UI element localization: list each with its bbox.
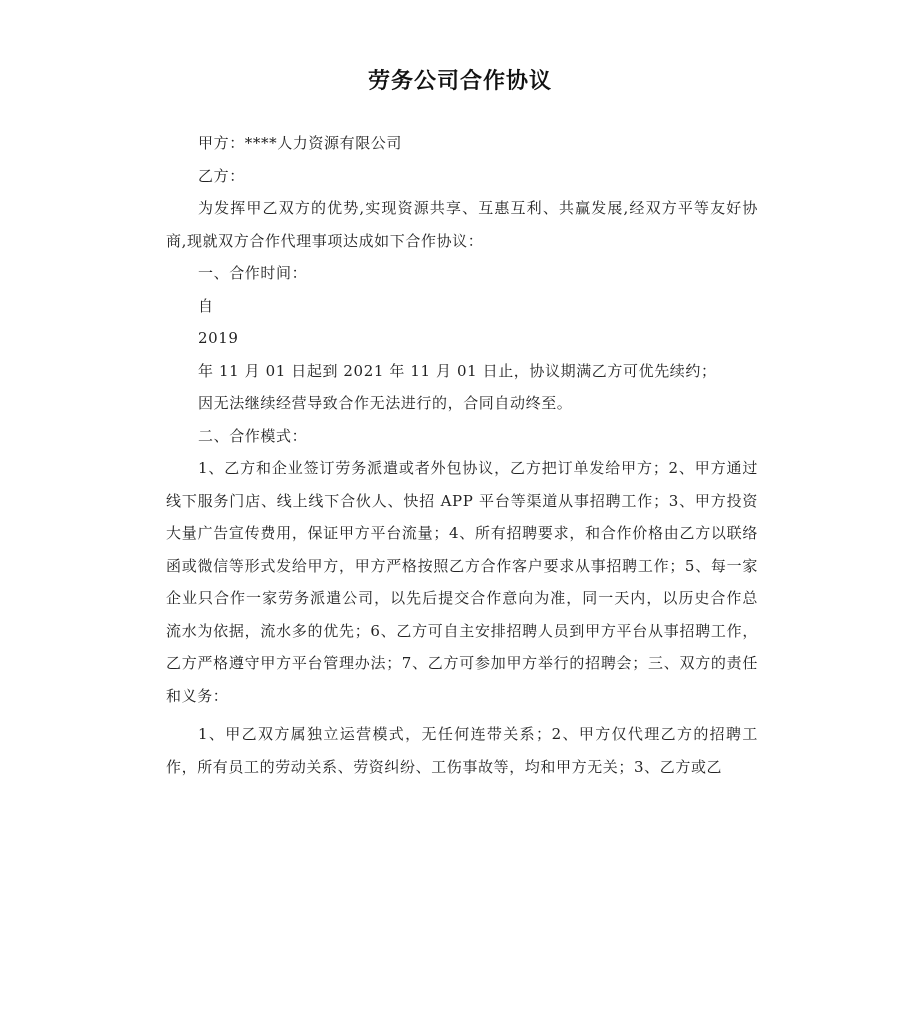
cooperation-mode-paragraph: 1、乙方和企业签订劳务派遣或者外包协议，乙方把订单发给甲方；2、甲方通过线下服务门店、线上线下合伙人、快招 APP 平台等渠道从事招聘工作；3、甲方投资大量广告宣传费用，保证甲方平台流量；4、所有招聘要求，和合作价格由乙方以联络函或微信等形式发给甲方，甲方严格按照乙方合作客户要求从事招聘工作；5、每一家企业只合作一家劳务派遣公司，以先后提交合作意向为准，同一天内，以历史合作总流水为依据，流水多的优先；6、乙方可自主安排招聘人员到甲方平台从事招聘工作，乙方严格遵守甲方平台管理办法；7、乙方可参加甲方举行的招聘会；三、双方的责任和义务： bbox=[166, 459, 758, 705]
responsibilities-paragraph: 1、甲乙双方属独立运营模式，无任何连带关系；2、甲方仅代理乙方的招聘工作，所有员工的劳动关系、劳资纠纷、工伤事故等，均和甲方无关；3、乙方或乙 bbox=[166, 725, 758, 776]
term-line-period: 年 11 月 01 日起到 2021 年 11 月 01 日止，协议期满乙方可优先续约； bbox=[198, 361, 717, 380]
term-line-from: 自 bbox=[198, 296, 214, 315]
party-b-line: 乙方： bbox=[198, 166, 245, 185]
document-body bbox=[166, 127, 758, 783]
term-line-year: 2019 bbox=[198, 329, 239, 347]
section-heading-cooperation-mode: 二、合作模式： bbox=[198, 426, 308, 445]
termination-clause: 因无法继续经营导致合作无法进行的，合同自动终至。 bbox=[198, 394, 573, 412]
preamble-paragraph: 为发挥甲乙双方的优势,实现资源共享、互惠互利、共赢发展,经双方平等友好协商,现就双方合作代理事项达成如下合作协议： bbox=[166, 199, 758, 250]
section-heading-cooperation-time: 一、合作时间： bbox=[198, 264, 308, 282]
party-a-line: 甲方：****人力资源有限公司 bbox=[198, 134, 403, 152]
document-title: 劳务公司合作协议 bbox=[367, 69, 552, 94]
